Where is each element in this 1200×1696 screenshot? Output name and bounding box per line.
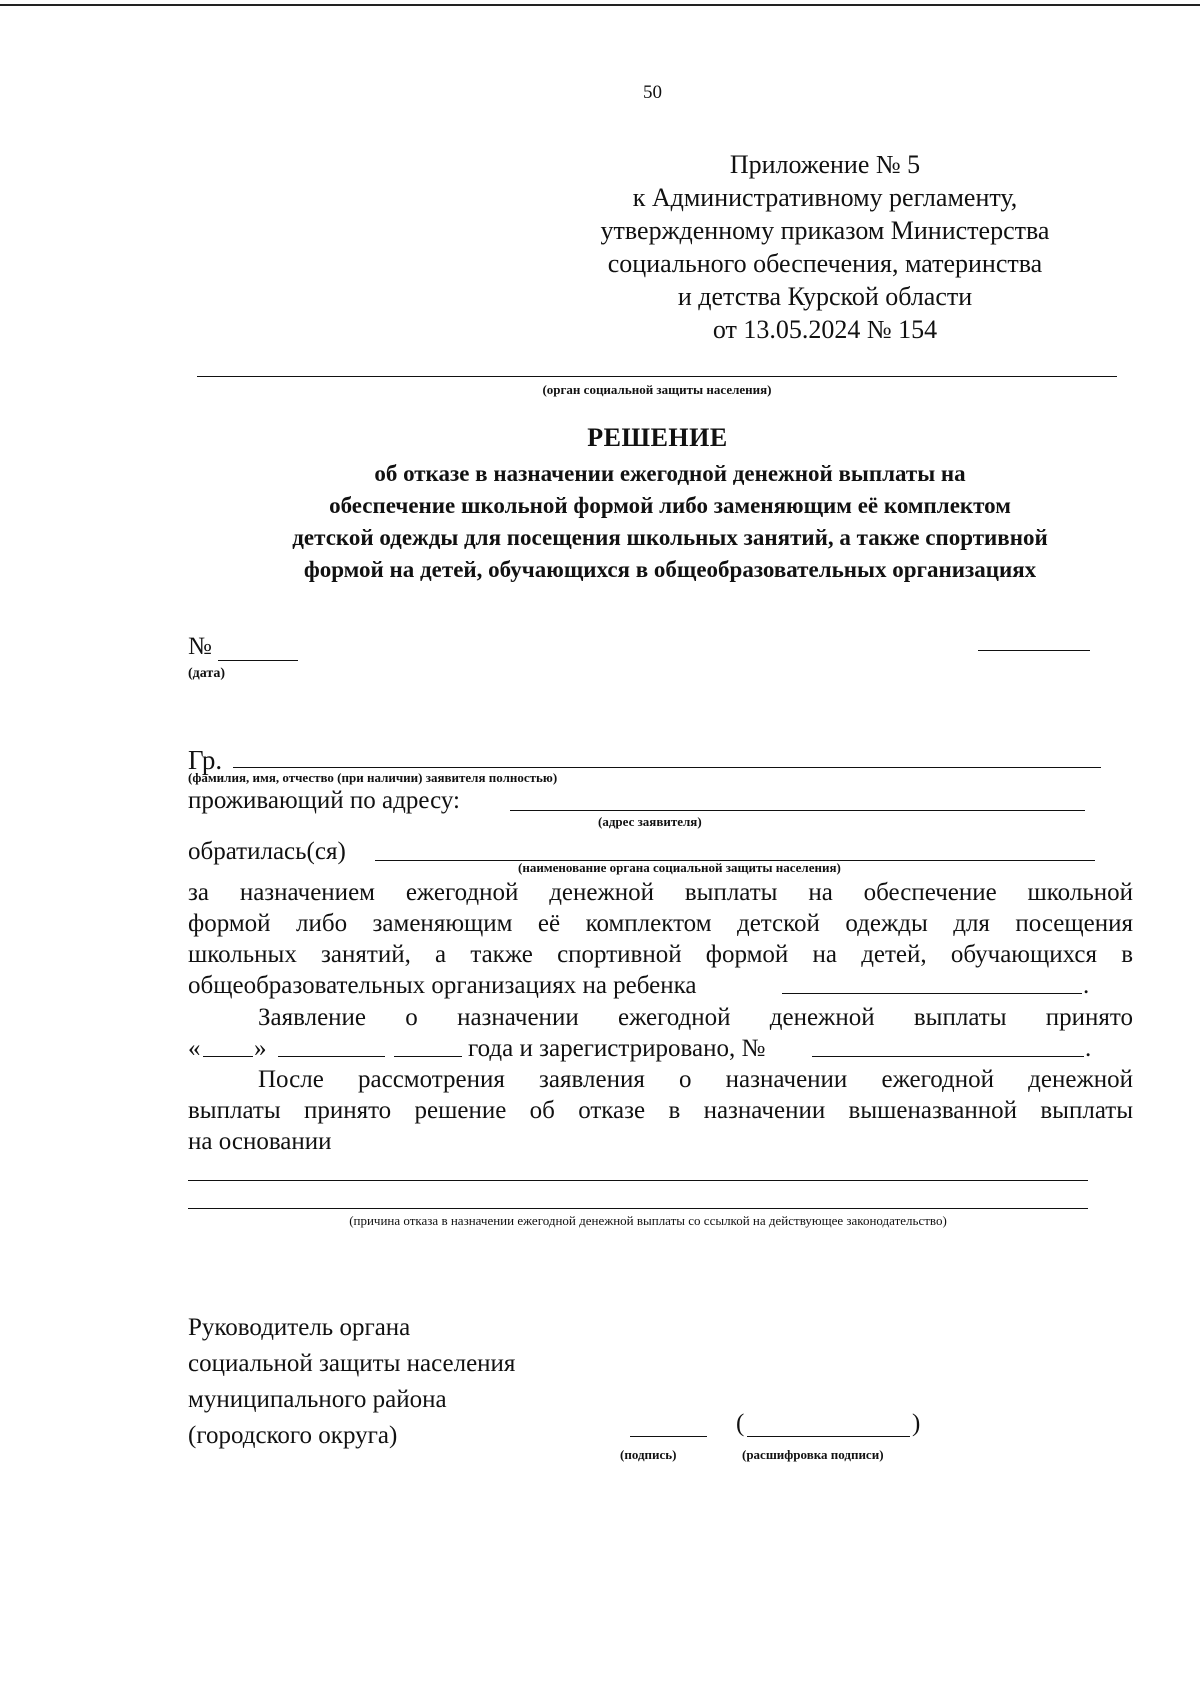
applied-caption: (наименование органа социальной защиты населения) (518, 860, 841, 875)
appendix-line: к Административному регламенту, (632, 183, 1018, 212)
address-caption: (адрес заявителя) (598, 814, 702, 829)
address-field[interactable] (510, 810, 1085, 811)
quote-close: » (254, 1035, 267, 1062)
signature-caption: (подпись) (620, 1447, 677, 1462)
month-field[interactable] (278, 1056, 385, 1057)
signature-field[interactable] (630, 1436, 707, 1437)
date-field[interactable] (978, 650, 1090, 651)
period: . (1083, 972, 1090, 999)
signature-decode-caption: (расшифровка подписи) (742, 1447, 884, 1462)
purpose-line: общеобразовательных организациях на ребенка (188, 972, 697, 999)
purpose-line: школьных занятий, а также спортивной формой на детей, обучающихся в (188, 941, 1133, 968)
signatory-line: Руководитель органа (188, 1314, 411, 1341)
appendix-line: утвержденному приказом Министерства (600, 216, 1050, 245)
appendix-line: социального обеспечения, материнства (607, 249, 1043, 278)
page-number: 50 (643, 82, 662, 103)
purpose-line: за назначением ежегодной денежной выплаты на обеспечение школьной (188, 879, 1133, 906)
decision-line: выплаты принято решение об отказе в назначении вышеназванной выплаты (188, 1097, 1133, 1124)
applied-label: обратилась(ся) (188, 838, 346, 865)
signatory-block (188, 1310, 515, 1454)
appendix-line: и детства Курской области (677, 282, 973, 311)
appendix-line: от 13.05.2024 № 154 (712, 315, 938, 344)
document-title: РЕШЕНИЕ (587, 423, 728, 452)
decision-line: на основании (188, 1128, 332, 1155)
signature-decode-field[interactable] (747, 1436, 910, 1437)
decode-paren-open: ( (736, 1410, 745, 1437)
date-caption: (дата) (188, 666, 226, 681)
child-field[interactable] (782, 993, 1082, 994)
quote-open: « (188, 1035, 201, 1062)
statement-line: Заявление о назначении ежегодной денежной выплаты принято (258, 1004, 1133, 1031)
subtitle-line: об отказе в назначении ежегодной денежной выплаты на (374, 461, 966, 486)
org-line (197, 376, 1117, 377)
citizen-caption: (фамилия, имя, отчество (при наличии) заявителя полностью) (188, 770, 558, 785)
decision-line: После рассмотрения заявления о назначении ежегодной денежной (258, 1066, 1133, 1093)
number-field[interactable] (218, 660, 298, 661)
registration-number-field[interactable] (812, 1056, 1084, 1057)
signatory-line: муниципального района (188, 1386, 447, 1413)
address-label: проживающий по адресу: (188, 787, 460, 814)
appendix-line: Приложение № 5 (729, 150, 921, 179)
citizen-label: Гр. (188, 745, 223, 775)
document-subtitle (190, 458, 1150, 586)
subtitle-line: обеспечение школьной формой либо заменяющим её комплектом (329, 493, 1011, 518)
period: . (1085, 1035, 1092, 1062)
signatory-line: (городского округа) (188, 1422, 398, 1449)
number-label: № (188, 633, 212, 660)
reason-field-line-1[interactable] (188, 1180, 1088, 1181)
day-field[interactable] (203, 1056, 253, 1057)
reason-field-line-2[interactable] (188, 1208, 1088, 1209)
org-caption: (орган социальной защиты населения) (542, 382, 772, 397)
year-field[interactable] (394, 1056, 462, 1057)
statement-text: года и зарегистрировано, № (468, 1035, 766, 1062)
appendix-block (560, 148, 1090, 346)
signatory-line: социальной защиты населения (188, 1350, 516, 1377)
subtitle-line: формой на детей, обучающихся в общеобразовательных организациях (303, 557, 1037, 582)
page-top-border (0, 4, 1200, 6)
decode-paren-close: ) (912, 1410, 921, 1437)
subtitle-line: детской одежды для посещения школьных занятий, а также спортивной (292, 525, 1048, 550)
reason-caption: (причина отказа в назначении ежегодной денежной выплаты со ссылкой на действующее законодательство) (349, 1213, 947, 1228)
purpose-line: формой либо заменяющим её комплектом детской одежды для посещения (188, 910, 1133, 937)
citizen-name-field[interactable] (233, 767, 1101, 768)
